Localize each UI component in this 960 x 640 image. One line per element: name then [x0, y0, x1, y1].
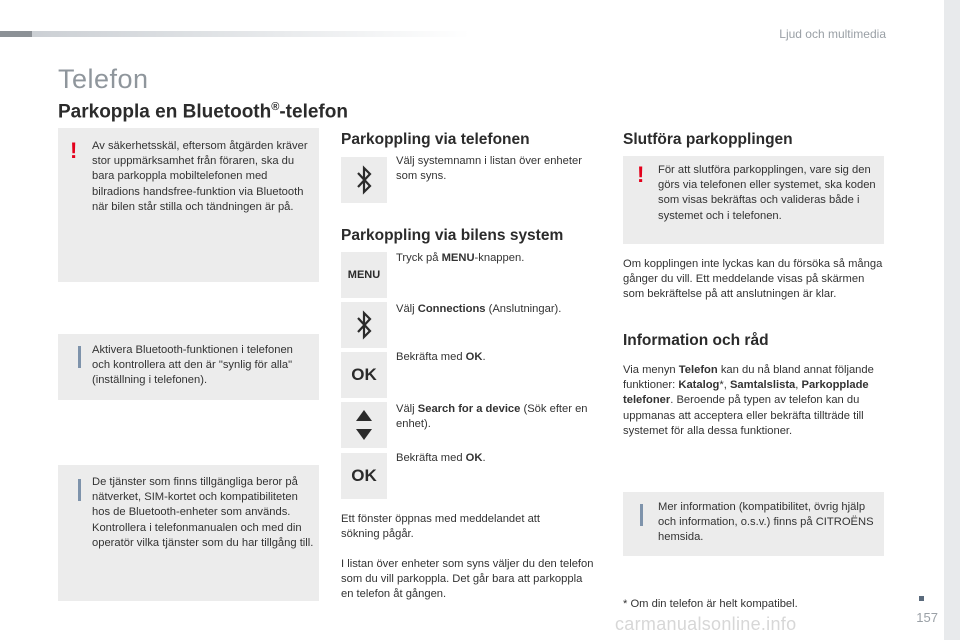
- watermark: carmanualsonline.info: [615, 614, 797, 634]
- info-star: *,: [719, 379, 730, 392]
- ok-button-label: OK: [351, 365, 377, 384]
- ok-button-label: OK: [351, 466, 377, 485]
- info-bold-samtalslista: Samtalslista: [729, 379, 796, 392]
- info-box-website: [623, 492, 884, 556]
- step1-pre: Tryck på: [396, 252, 442, 264]
- info-bold-parkopplade: Parkopplade telefoner: [623, 379, 869, 407]
- paragraph-select-phone: I listan över enheter som syns väljer du den telefon som du vill parkoppla. Det går bara att parkoppla en telefon åt gången.: [341, 558, 594, 601]
- info-post: . Beroende på typen av telefon kan du uppmanas att acceptera eller bekräfta tillträde till systemet för alla dessa funktioner.: [623, 394, 864, 437]
- registered-mark: ®: [271, 101, 280, 113]
- step1-post: -knappen.: [474, 252, 525, 264]
- info-mid: kan du nå bland annat följande funktioner:: [623, 364, 874, 392]
- info-bold-katalog: Katalog: [678, 379, 720, 392]
- step5-text: [396, 451, 604, 466]
- step2-pre: Välj: [396, 303, 418, 315]
- step5-bold: OK: [465, 452, 483, 464]
- page-edge-strip: [944, 0, 960, 640]
- step2-bold: Connections: [417, 303, 486, 315]
- info-text-services: De tjänster som finns tillgängliga beror på nätverket, SIM-kortet och kompatibiliteten hos de Bluetooth-enheter som används. Kontrollera i telefonmanualen och med din operatör vilka tjänster som du har tillgång till.: [92, 476, 314, 549]
- step2-post: (Anslutningar).: [485, 303, 562, 315]
- footnote: * Om din telefon är helt kompatibel.: [623, 598, 798, 610]
- step5-pre: Bekräfta med: [396, 452, 466, 464]
- main-heading-text: Parkoppla en Bluetooth: [58, 101, 272, 123]
- info-icon: [78, 346, 81, 368]
- menu-button-label: MENU: [347, 269, 381, 281]
- menu-button: [341, 252, 387, 298]
- ok-button: [341, 352, 387, 398]
- step3-bold: OK: [465, 351, 483, 363]
- step4-pre: Välj: [396, 403, 418, 415]
- step3-post: .: [482, 351, 486, 363]
- info-pre: Via menyn: [623, 364, 679, 376]
- step1-text: [396, 251, 604, 266]
- ok-button: [341, 453, 387, 499]
- bluetooth-icon: [354, 310, 374, 340]
- info-text-website: Mer information (kompatibilitet, övrig hjälp och information, o.s.v.) finns på CITROËNS hemsida.: [658, 501, 874, 544]
- section-complete-title: Slutföra parkopplingen: [623, 131, 793, 148]
- section-pairing-phone-title: Parkoppling via telefonen: [341, 131, 530, 148]
- header-bar-accent: [0, 31, 32, 37]
- main-heading: [58, 101, 348, 123]
- warning-icon: !: [637, 162, 645, 187]
- warning-text: Av säkerhetsskäl, eftersom åtgärden kräver stor uppmärksamhet från föraren, ska du bara parkoppla mobiltelefonen med bilradions handsfree-funktion via Bluetooth när bilen står stilla och tändningen är på.: [92, 140, 308, 213]
- warning-text-complete: För att slutföra parkopplingen, vare sig den görs via telefonen eller systemet, ska koden som visas bekräftas och valideras både i systemet och i telefonen.: [658, 164, 876, 222]
- bluetooth-button: [341, 302, 387, 348]
- step4-text: [396, 402, 604, 432]
- chapter-title: Ljud och multimedia: [779, 27, 886, 41]
- step4-post: (Sök efter en enhet).: [396, 403, 588, 431]
- step3-pre: Bekräfta med: [396, 351, 466, 363]
- step3-text: [396, 350, 604, 365]
- step2-text: [396, 302, 604, 317]
- info-box-services: [58, 465, 319, 601]
- up-down-button: [341, 402, 387, 448]
- info-bold-telefon: Telefon: [678, 364, 718, 376]
- page-number-marker: [919, 596, 924, 601]
- step5-post: .: [482, 452, 486, 464]
- bluetooth-button: [341, 157, 387, 203]
- section-pairing-system-title: Parkoppling via bilens system: [341, 227, 564, 244]
- info-box-bluetooth: [58, 334, 319, 400]
- info-text-bluetooth: Aktivera Bluetooth-funktionen i telefonen och kontrollera att den är "synlig för alla" (inställning i telefonen).: [92, 344, 293, 387]
- header-bar: [0, 31, 470, 37]
- info-icon: [640, 504, 643, 526]
- step-phone-text: Välj systemnamn i listan över enheter som syns.: [396, 155, 582, 183]
- warning-icon: !: [70, 138, 78, 163]
- up-down-arrows-icon: [354, 408, 374, 442]
- warning-box-complete: [623, 156, 884, 244]
- step4-bold: Search for a device: [417, 403, 521, 415]
- paragraph-searching: Ett fönster öppnas med meddelandet att sökning pågår.: [341, 513, 541, 541]
- main-heading-suffix: -telefon: [279, 101, 348, 123]
- section-info-title: Information och råd: [623, 332, 769, 349]
- page-number: 157: [916, 610, 938, 625]
- warning-box-safety: [58, 128, 319, 282]
- paragraph-info: [623, 363, 885, 439]
- info-icon: [78, 479, 81, 501]
- paragraph-retry: Om kopplingen inte lyckas kan du försöka så många gånger du vill. Ett meddelande visas på skärmen som bekräftelse på att anslutningen är klar.: [623, 258, 883, 301]
- page-title: Telefon: [58, 64, 149, 94]
- step1-bold: MENU: [441, 252, 475, 264]
- info-comma: ,: [795, 379, 802, 392]
- bluetooth-icon: [354, 165, 374, 195]
